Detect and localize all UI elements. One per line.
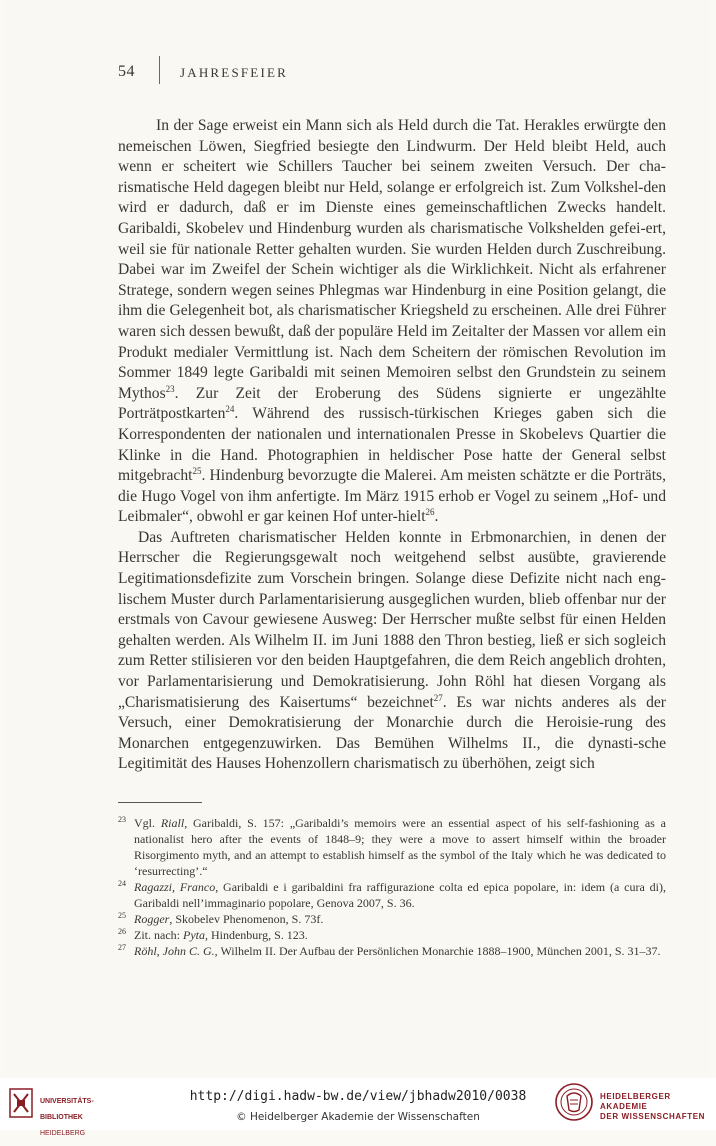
footnote-24 (118, 879, 666, 911)
academy-line: DER WISSENSCHAFTEN (600, 1112, 706, 1121)
page-header (118, 63, 678, 87)
footnote-text: , Garibaldi, S. 157: „Garibaldi’s memoirs were an essential aspect of his self-fashioning as a nationalist hero after the events of 1848–9; they were a move to assert himself within the broader Risorgimento myth, and an attempt to establish himself as the symbol of the Italy which he was dedicated to ‘resurrecting’.“ (134, 816, 667, 878)
academy-line: HEIDELBERGER AKADEMIE (600, 1092, 671, 1111)
footnote-text: Vgl. (134, 816, 161, 830)
text-run: . Hindenburg bevorzugte die Malerei. Am meisten schätzte er die Porträts, die Hugo Vogel von ihm anfertigte. Im März 1915 erhob er Vogel zu seinem „Hof- und Leibmaler“, obwohl er gar keinen Hof unter-hielt (118, 467, 666, 526)
footnote-number: 25 (118, 911, 126, 920)
footnote-number: 26 (118, 927, 126, 936)
text-run: . Während des russisch-türkischen Krieges gaben sich die Korrespondenten der nationalen und internationalen Presse in Skobelevs Quartier die Klinke in die Hand. Photographien in heldischer Pose hatte der General selbst mitgebracht (118, 405, 666, 485)
footnote-number: 27 (118, 943, 126, 952)
footnote-author: Röhl, John C. G. (134, 944, 215, 958)
footnote-ref-25[interactable]: 25 (192, 465, 202, 476)
paragraph-1 (118, 116, 666, 528)
footnote-text: Zit. nach: (134, 928, 183, 942)
library-line: BIBLIOTHEK (40, 1114, 83, 1121)
academy-name (600, 1092, 716, 1122)
library-line: UNIVERSITÄTS- (40, 1098, 94, 1105)
footnote-number: 24 (118, 879, 126, 888)
viewer-footer (0, 1078, 716, 1137)
footnote-23 (118, 815, 666, 879)
footnote-text: , Wilhelm II. Der Aufbau der Persönlichen Monarchie 1888–1900, München 2001, S. 31–37. (214, 944, 661, 958)
text-run: . (434, 508, 439, 526)
text-run: Das Auftreten charismatischer Helden konnte in Erbmonarchien, in denen der Herrscher die Regierungsgewalt noch weitgehend selbst ausübte, gravierende Legitimationsdefizite zum Vorschein bringen. Solange diese Defizite nicht nach eng-lischem Muster durch Parlamentarisierung ausgeglichen wurden, blieb offenbar nur der erstmals von Cavour gewiesene Ausweg: Der Herrscher mußte selbst für einen Helden gehalten werden. Als Wilhelm II. im Juni 1888 den Thron bestieg, ließ er sich sogleich zum Retter stilisieren vor den beiden Hauptgefahren, die dem Reich angeblich drohten, vor Parlamentarisierung und Demokratisierung. John Röhl hat diesen Vorgang als „Charismatisierung des Kaisertums“ bezeichnet (118, 528, 666, 711)
page-number: 54 (118, 63, 135, 80)
footnote-divider (118, 802, 202, 803)
footnote-author: Ragazzi, Franco (134, 880, 216, 894)
footnote-author: Pyta (182, 928, 205, 942)
header-divider (159, 56, 160, 84)
footnote-author: Rogger (134, 912, 170, 926)
main-text (118, 116, 666, 775)
footnote-ref-23[interactable]: 23 (165, 383, 175, 394)
footnote-ref-27[interactable]: 27 (433, 692, 443, 703)
text-run: In der Sage erweist ein Mann sich als Held durch die Tat. Herakles erwürgte den nemeischen Löwen, Siegfried besiegte den Lindwurm. Der Held bleibt Held, auch wenn er scheitert wie Schillers Taucher bei seinem zweiten Versuch. Der cha-rismatische Held dagegen bleibt nur Held, solange er erfolgreich ist. Zum Volkshel-den wird er dadurch, daß er im Dienste eines gemeinschaftlichen Zwecks handelt. Garibaldi, Skobelev und Hindenburg wurden als charismatische Volkshelden gefei-ert, weil sie für nationale Retter gehalten wurden. Sie wurden Helden durch Zuschreibung. Dabei war im Zweifel der Schein wichtiger als die Wirklichkeit. Nicht als erfahrener Stratege, sondern wegen seines Phlegmas war Hindenburg in eine Position gelangt, die ihm die Gelegenheit bot, als charismatischer Kriegsheld zu erscheinen. Alle drei Führer waren sich dessen bewußt, daß der populäre Held im Zeitalter der Massen vor allem ein Produkt medialer Vermittlung ist. Nach dem Scheitern der römischen Revolution im Sommer 1849 legte Garibaldi mit seinen Memoiren selbst den Grundstein zu seinem Mythos (118, 117, 666, 402)
running-head: JAHRESFEIER (180, 65, 288, 80)
footnote-25 (118, 911, 666, 927)
footnote-ref-26[interactable]: 26 (425, 507, 435, 518)
footnote-27 (118, 943, 666, 959)
library-line: HEIDELBERG (40, 1130, 86, 1137)
copyright-notice: © Heidelberger Akademie der Wissenschaften (236, 1111, 480, 1123)
academy-seal-icon[interactable] (554, 1082, 594, 1122)
footnote-text: , Hindenburg, S. 123. (204, 928, 308, 942)
text-run: . Zur Zeit der Eroberung des Südens signierte er ungezählte Porträtpostkarten (118, 384, 666, 423)
footnote-author: Riall (160, 816, 185, 830)
footnote-ref-24[interactable]: 24 (225, 404, 235, 415)
footnote-26 (118, 927, 666, 943)
footnotes (118, 815, 666, 959)
permalink-url[interactable]: http://digi.hadw-bw.de/view/jbhadw2010/0038 (189, 1089, 527, 1104)
paragraph-2 (118, 528, 666, 775)
footnote-text: , Garibaldi e i garibaldini fra raffigurazione colta ed epica popolare, in: idem (a cura di), Garibaldi nell’immaginario popolare, Genova 2007, S. 36. (134, 880, 666, 910)
footnote-number: 23 (118, 815, 126, 824)
text-run: . Es war nichts anderes als der Versuch, einer Demokratisierung der Monarchie durch die Heroisie-rung des Monarchen entgegenzuwirken. Das Bemühen Wilhelms II., die dynasti-sche Legitimität des Hauses Hohenzollern charismatisch zu überhöhen, zeigt sich (118, 693, 666, 773)
footnote-text: , Skobelev Phenomenon, S. 73f. (169, 912, 324, 926)
